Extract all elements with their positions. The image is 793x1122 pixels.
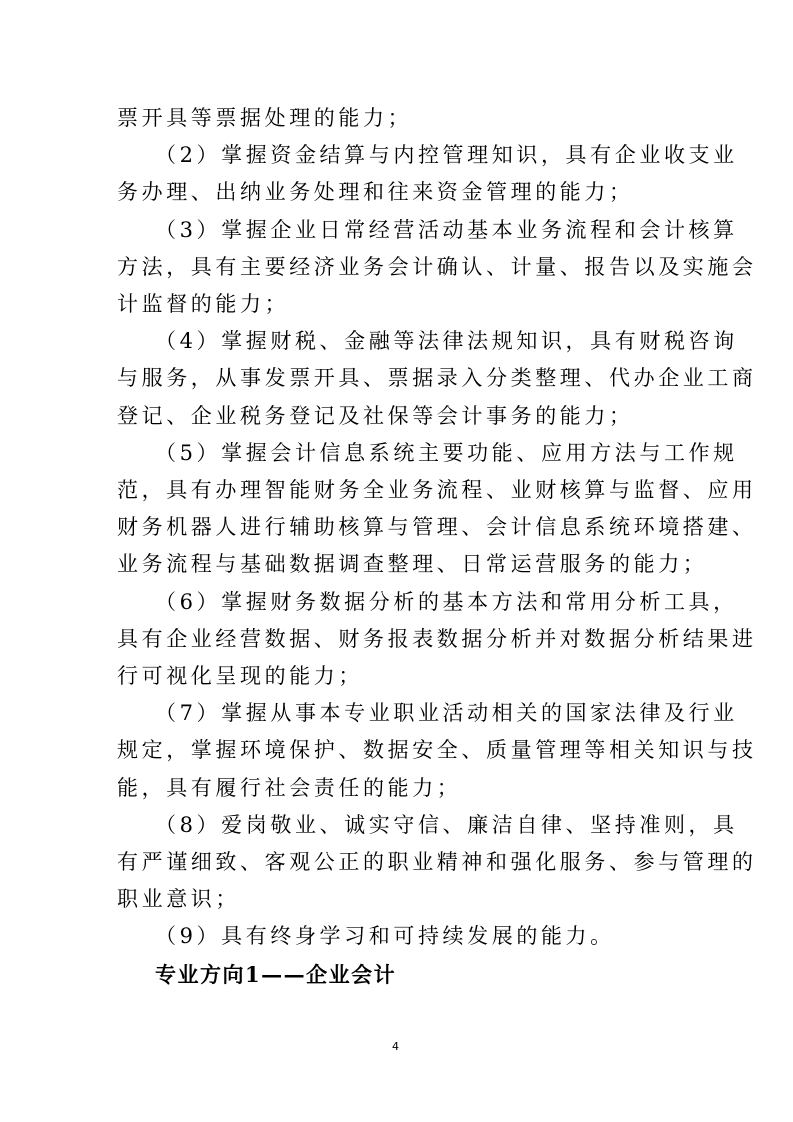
text-line: 登记、企业税务登记及社保等会计事务的能力； — [117, 404, 634, 428]
text-line: 有严谨细致、客观公正的职业精神和强化服务、参与管理的 — [117, 850, 757, 874]
text-line: 范，具有办理智能财务全业务流程、业财核算与监督、应用 — [117, 478, 757, 502]
text-line: 与服务，从事发票开具、票据录入分类整理、代办企业工商 — [117, 366, 757, 390]
text-line: 票开具等票据处理的能力； — [117, 106, 413, 130]
section-heading: 专业方向1——企业会计 — [155, 962, 397, 987]
text-line: 行可视化呈现的能力； — [117, 664, 363, 688]
text-line: 职业意识； — [117, 887, 240, 911]
text-line: （9）具有终身学习和可持续发展的能力。 — [155, 924, 615, 948]
text-line: （5）掌握会计信息系统主要功能、应用方法与工作规 — [155, 441, 738, 465]
text-line: 方法，具有主要经济业务会计确认、计量、报告以及实施会 — [117, 255, 757, 279]
text-line: （2）掌握资金结算与内控管理知识，具有企业收支业 — [155, 143, 738, 167]
text-line: 业务流程与基础数据调查整理、日常运营服务的能力； — [117, 552, 708, 576]
text-line: （7）掌握从事本专业职业活动相关的国家法律及行业 — [155, 701, 738, 725]
text-line: （3）掌握企业日常经营活动基本业务流程和会计核算 — [155, 218, 738, 242]
text-line: （4）掌握财税、金融等法律法规知识，具有财税咨询 — [155, 329, 738, 353]
text-line: 财务机器人进行辅助核算与管理、会计信息系统环境搭建、 — [117, 515, 757, 539]
text-line: 具有企业经营数据、财务报表数据分析并对数据分析结果进 — [117, 627, 757, 651]
text-line: 能，具有履行社会责任的能力； — [117, 776, 462, 800]
text-line: 规定，掌握环境保护、数据安全、质量管理等相关知识与技 — [117, 738, 757, 762]
text-line: 计监督的能力； — [117, 292, 290, 316]
text-line: （6）掌握财务数据分析的基本方法和常用分析工具， — [155, 590, 738, 614]
text-line: （8）爱岗敬业、诚实守信、廉洁自律、坚持准则，具 — [155, 813, 738, 837]
page-number: 4 — [392, 1040, 399, 1053]
text-line: 务办理、出纳业务处理和往来资金管理的能力； — [117, 180, 634, 204]
